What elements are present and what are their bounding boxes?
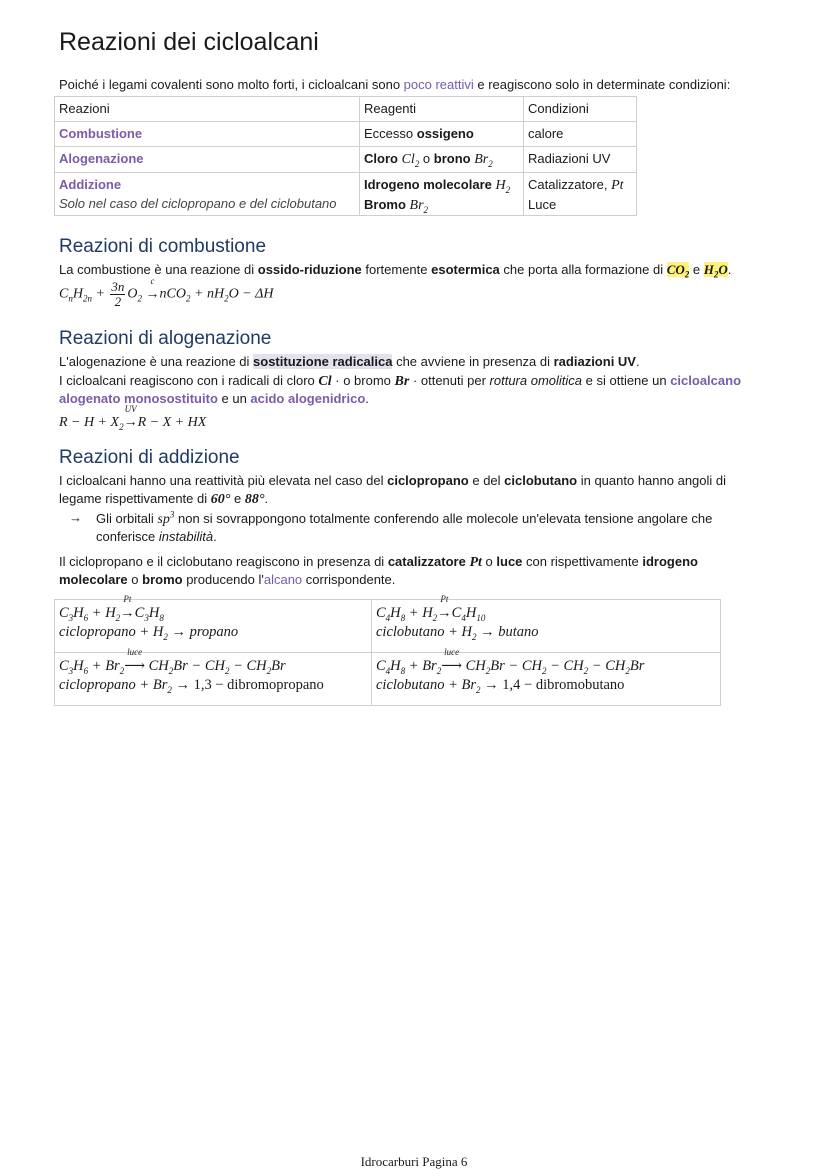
reaction-cell: $C_4H_8$ + $Br_2⟶$ luce $CH_2Br - CH_2 - CH_2 - CH_2Br$ ciclobutano + $Br_2 \to 1,4$ − dibromobutano (372, 653, 721, 706)
row-condizioni: Radiazioni UV (524, 147, 637, 173)
reactions-table (54, 96, 637, 216)
row-condizioni: calore (524, 122, 637, 147)
co2-formula: $CO_2$ (666, 262, 690, 280)
heading-alogenazione: Reazioni di alogenazione (59, 328, 272, 349)
row-reagenti: Cloro $Cl_2$ o brono $Br_2$ (360, 147, 524, 173)
addizione-para-1: Il ciclopropano e il ciclobutano reagiscono in presenza di catalizzatore Pt o luce con rispettivamente idrogeno (59, 554, 698, 570)
intro-after: e reagiscono solo in determinate condizioni: (473, 77, 731, 92)
heading-combustione: Reazioni di combustione (59, 236, 267, 257)
page-footer: Idrocarburi Pagina 6 (360, 1154, 468, 1169)
table-row (55, 122, 637, 147)
alogenazione-equation: $R - H + X_2\to$ UV R − X + HX (59, 404, 207, 432)
bullet-line-1: Gli orbitali $sp^3$ non si sovrappongono totalmente conferendo alle molecole un'elevata tensione angolare che (96, 509, 713, 527)
alogenazione-line-1: L'alogenazione è una reazione di sostituzione radicalica che avviene in presenza di radiazioni UV. (59, 354, 640, 369)
table-header-row (55, 97, 637, 122)
header-condizioni: Condizioni (524, 97, 637, 122)
table-row (55, 147, 637, 173)
bullet-arrow-icon: → (69, 510, 82, 525)
intro-before: Poiché i legami covalenti sono molto forti, i cicloalcani sono (59, 77, 404, 92)
header-reazioni: Reazioni (55, 97, 360, 122)
row-reagenti: Idrogeno molecolare $H_2$ Bromo $Br_2$ (360, 173, 524, 216)
combustione-equation: $C_nH_{2n}$ + $\frac{3n}{2}$ $O_2$ → c $nCO_2 + nH_2O - \Delta H$ (59, 275, 274, 309)
bullet-line-2: conferisce instabilità. (96, 529, 217, 544)
table-row (55, 653, 721, 706)
row-condizioni: Catalizzatore, Pt Luce (524, 173, 637, 216)
addizione-line-2: legame rispettivamente di 60° e 88°. (59, 491, 269, 507)
intro-highlight: poco reattivi (403, 77, 474, 92)
reaction-cell: $C_4H_8 + H_2\to$ Pt $C_4H_{10}$ ciclobutano + $H_2 \to butano$ (372, 600, 721, 653)
row-reagenti: Eccesso ossigeno (360, 122, 524, 147)
alogenazione-line-3: alogenato monosostituito e un acido alogenidrico. (59, 391, 369, 406)
row-name: Addizione Solo nel caso del ciclopropano e del ciclobutano (55, 173, 360, 216)
reaction-cell: $C_3H_6$ + $Br_2⟶$ luce $CH_2Br - CH_2 - CH_2Br$ ciclopropano + $Br_2 \to 1,3$ − dibromopropano (55, 653, 372, 706)
alogenazione-line-2: I cicloalcani reagiscono con i radicali di cloro Cl · o bromo Br · ottenuti per rottura omolitica e si ottiene un cicloalcano (59, 373, 742, 389)
table-row (55, 173, 637, 216)
heading-addizione: Reazioni di addizione (59, 447, 240, 468)
intro-text (59, 76, 730, 94)
addizione-line-1: I cicloalcani hanno una reattività più elevata nel caso del ciclopropano e del ciclobutano in quanto hanno angoli di (59, 473, 727, 488)
reaction-cell: $C_3H_6 + H_2\to$ Pt $C_3H_8$ ciclopropano + $H_2$ → propano (55, 600, 372, 653)
header-reagenti: Reagenti (360, 97, 524, 122)
combustione-text: La combustione è una reazione di ossido-riduzione fortemente esotermica che porta alla formazione di $CO_2$ e $H_2O$. (59, 262, 732, 280)
row-name: Alogenazione (55, 147, 360, 173)
addizione-para-2: molecolare o bromo producendo l'alcano corrispondente. (59, 572, 396, 587)
page-title: Reazioni dei cicloalcani (59, 28, 319, 56)
h2o-formula: $H_2O$ (703, 262, 728, 280)
table-row (55, 600, 721, 653)
addition-reactions-table (54, 594, 721, 706)
row-name: Combustione (55, 122, 360, 147)
